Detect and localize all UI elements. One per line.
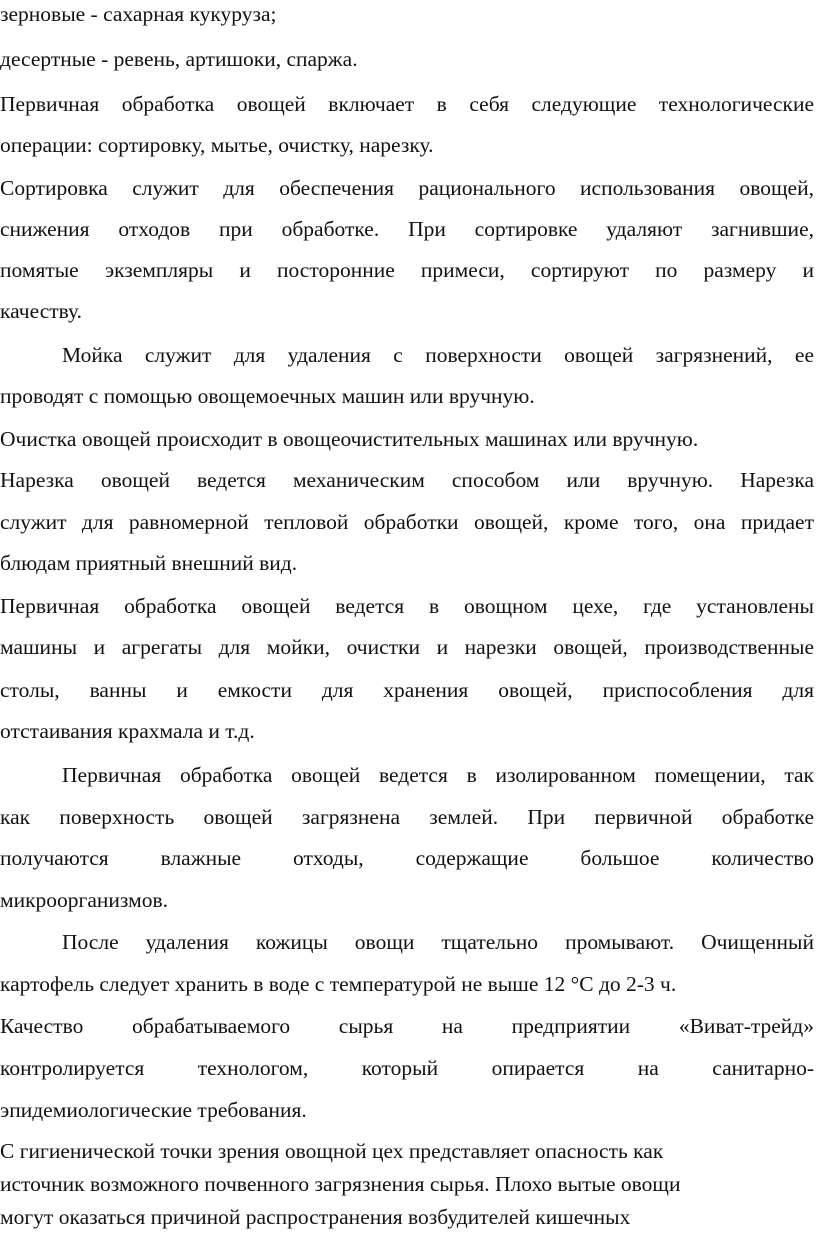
text-line: операции: сортировку, мытье, очистку, нарезку. [0, 133, 434, 157]
text-line: блюдам приятный внешний вид. [0, 551, 298, 575]
text-line: Качество обрабатываемого сырья на предприятии «Виват-трейд» [0, 1014, 814, 1038]
text-line: источник возможного почвенного загрязнения сырья. Плохо вытые овощи [0, 1172, 681, 1196]
text-line: Очистка овощей происходит в овощеочистительных машинах или вручную. [0, 427, 699, 451]
text-line: Мойка служит для удаления с поверхности овощей загрязнений, ее [62, 343, 814, 367]
text-line: С гигиенической точки зрения овощной цех представляет опасность как [0, 1139, 664, 1163]
text-line: Первичная обработка овощей ведется в овощном цехе, где установлены [0, 594, 814, 618]
text-line: эпидемиологические требования. [0, 1098, 307, 1122]
text-line: получаются влажные отходы, содержащие большое количество [0, 846, 814, 870]
text-line: помятые экземпляры и посторонние примеси, сортируют по размеру и [0, 258, 814, 282]
text-line: качеству. [0, 299, 83, 323]
text-line: отстаивания крахмала и т.д. [0, 719, 255, 743]
text-line: Первичная обработка овощей ведется в изолированном помещении, так [62, 763, 814, 787]
text-line: зерновые - сахарная кукуруза; [0, 2, 277, 26]
text-line: контролируется технологом, который опирается на санитарно- [0, 1056, 814, 1080]
text-line: служит для равномерной тепловой обработки овощей, кроме того, она придает [0, 510, 814, 534]
text-line: Нарезка овощей ведется механическим способом или вручную. Нарезка [0, 468, 814, 492]
text-line: могут оказаться причиной распространения возбудителей кишечных [0, 1205, 631, 1229]
text-line: снижения отходов при обработке. При сортировке удаляют загнившие, [0, 217, 814, 241]
text-line: десертные - ревень, артишоки, спаржа. [0, 47, 358, 71]
text-line: столы, ванны и емкости для хранения овощей, приспособления для [0, 678, 814, 702]
text-line: как поверхность овощей загрязнена землей. При первичной обработке [0, 805, 814, 829]
text-line: После удаления кожицы овощи тщательно промывают. Очищенный [62, 930, 814, 954]
text-line: картофель следует хранить в воде с температурой не выше 12 °С до 2-3 ч. [0, 972, 677, 996]
text-line: Первичная обработка овощей включает в себя следующие технологические [0, 92, 814, 116]
text-line: микроорганизмов. [0, 888, 169, 912]
text-line: Сортировка служит для обеспечения рационального использования овощей, [0, 176, 814, 200]
text-line: проводят с помощью овощемоечных машин или вручную. [0, 384, 535, 408]
text-line: машины и агрегаты для мойки, очистки и нарезки овощей, производственные [0, 635, 814, 659]
